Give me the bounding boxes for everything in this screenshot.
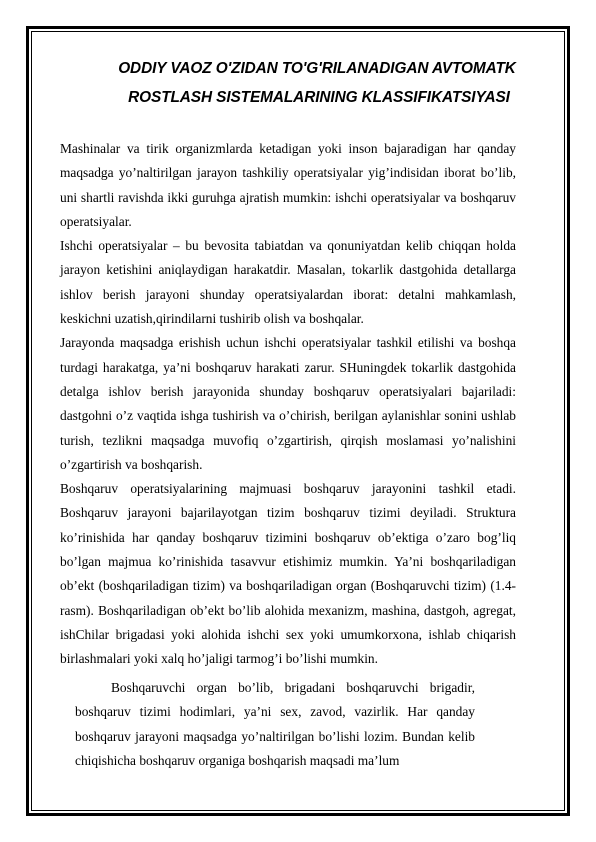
document-body (60, 137, 516, 672)
paragraph-4: Boshqaruv operatsiyalarining majmuasi boshqaruv jarayonini tashkil etadi. Boshqaruv jarayoni bajarilayotgan tizim boshqaruv tizimi deyiladi. Struktura ko’rinishida har qanday boshqaruv tizimini boshqaruv ob’ektiga o’zaro bog’liq bo’lgan majmua ko’rinishida tasavvur etishimiz mumkin. Ya’ni boshqariladigan ob’ekt (boshqariladigan tizim) va boshqariladigan organ (Boshqaruvchi tizim) (1.4-rasm). Boshqariladigan ob’ekt bo’lib alohida mexanizm, mashina, dastgoh, agregat, ishChilar brigadasi yoki alohida ishchi sex yoki umumkorxona, ishlab chiqarish birlashmalari yoki xalq ho’jaligi tarmog’i bo’lishi mumkin. (60, 481, 516, 667)
paragraph-3: Jarayonda maqsadga erishish uchun ishchi operatsiyalar tashkil etilishi va boshqa turdagi harakatga, ya’ni boshqaruv harakati zarur. SHuningdek tokarlik dastgohida detalga ishlov berish jarayonida shunday boshqaruv operatsiyalari bajariladi: dastgohni o’z vaqtida ishga tushirish va o’chirish, berilgan aylanishlar sonini ushlab turish, tezlikni maqsadga muvofiq o’zgartirish, qirqish moslamasi yo’nalishini o’zgartirish va boshqarish. (60, 335, 516, 472)
paragraph-1: Mashinalar va tirik organizmlarda ketadigan yoki inson bajaradigan har qanday maqsadga yo’naltirilgan jarayon tashkiliy operatsiyalar yig’indisidan iborat bo’lib, uni shartli ravishda ikki guruhga ajratish mumkin: ishchi operatsiyalar va boshqaruv operatsiyalar. (60, 141, 516, 229)
document-title-line-1: ODDIY VAOZ O'ZIDAN TO'G'RILANADIGAN AVTOMATK (118, 60, 516, 77)
indented-paragraph: Boshqaruvchi organ bo’lib, brigadani boshqaruvchi brigadir, boshqaruv tizimi hodimlari, ya’ni sex, zavod, vazirlik. Har qanday boshqaruv jarayoni maqsadga yo’naltirilgan bo’lishi lozim. Bundan kelib chiqishicha boshqaruv organiga boshqarish maqsadi ma’lum (75, 680, 475, 768)
paragraph-2: Ishchi operatsiyalar – bu bevosita tabiatdan va qonuniyatdan kelib chiqqan holda jarayon ketishini aniqlaydigan harakatdir. Masalan, tokarlik dastgohida detallarga ishlov berish jarayoni shunday operatsiyalardan iborat: detalni mahkamlash, keskichni uzatish,qirindilarni tushirib olish va boshqalar. (60, 238, 516, 327)
document-title-line-2: ROSTLASH SISTEMALARINING KLASSIFIKATSIYASI (128, 89, 510, 106)
